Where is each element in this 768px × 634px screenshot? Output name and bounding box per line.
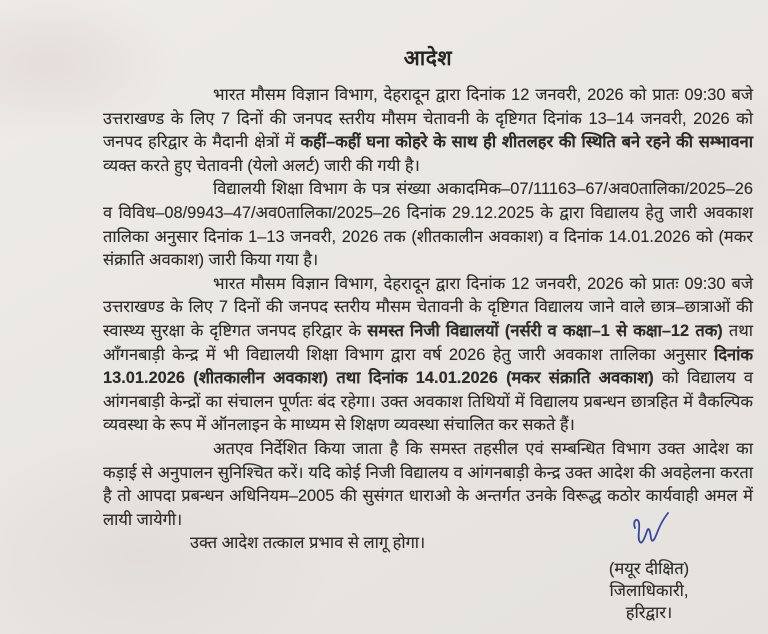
closing-line: उक्त आदेश तत्काल प्रभाव से लागू होगा। [190, 534, 426, 553]
paragraph-school-closure: भारत मौसम विज्ञान विभाग, देहरादून द्वारा दिनांक 12 जनवरी, 2026 को प्रातः 09:30 बजे उत्तराखण्ड के लिए 7 दिनों की जनपद स्तरीय मौसम चेतावनी के दृष्टिगत विद्यालय जाने वाले छात्र–छात्राओं की स्वास्थ्य सुरक्षा के दृष्टिगत जनपद हरिद्वार के समस्त निजी विद्यालयों (नर्सरी व कक्षा–1 से कक्षा–12 तक) तथा ऑंगनबाड़ी केन्द्र में भी विद्यालयी शिक्षा विभाग द्वारा वर्ष 2026 हेतु जारी अवकाश तालिका अनुसार दिनांक 13.01.2026 (शीतकालीन अवकाश) तथा दिनांक 14.01.2026 (मकर संक्राति अवकाश) को विद्यालय व आंगनबाड़ी केन्द्रों का संचालन पूर्णतः बंद रहेगा। उक्त अवकाश तिथियों में विद्यालय प्रबन्धन छात्रहित में वैकल्पिक व्यवस्था के रूप में ऑनलाइन के माध्यम से शिक्षण व्यवस्था संचालित कर सकते हैं। [103, 274, 753, 435]
paragraph-weather-warning: भारत मौसम विज्ञान विभाग, देहरादून द्वारा दिनांक 12 जनवरी, 2026 को प्रातः 09:30 बजे उत्तराखण्ड के लिए 7 दिनों की जनपद स्तरीय मौसम चेतावनी के दृष्टिगत दिनांक 13–14 जनवरी, 2026 को जनपद हरिद्वार के मैदानी क्षेत्रों में कहीं–कहीं घना कोहरे के साथ ही शीतलहर की स्थिति बने रहने की सम्भावना व्यक्त करते हुए चेतावनी (येलो अलर्ट) जारी की गयी है। [103, 86, 753, 175]
document-title: आदेश [403, 47, 453, 70]
signatory-name: (मयूर दीक्षित) [608, 560, 690, 578]
signatory-designation: जिलाधिकारी, [609, 582, 689, 600]
paragraph-compliance-directive: अतएव निर्देशित किया जाता है कि समस्त तहसील एवं सम्बन्धित विभाग उक्त आदेश का कड़ाई से अनुपालन सुनिश्चित करें। यदि कोई निजी विद्यालय व आंगनबाड़ी केन्द्र उक्त आदेश की अवहेलना करता है तो आपदा प्रबन्धन अधिनियम–2005 की सुसंगत धाराओ के अन्तर्गत उनके विरूद्ध कठोर कार्यवाही अमल में लायी जायेगी। [103, 439, 753, 529]
document-body [103, 84, 753, 556]
signature-scribble [576, 510, 722, 556]
signatory-place: हरिद्वार। [625, 604, 673, 622]
paragraph-holiday-schedule: विद्यालयी शिक्षा विभाग के पत्र संख्या अकादमिक–07/11163–67/अव0तालिका/2025–26 व विविध–08/9943–47/अव0तालिका/2025–26 दिनांक 29.12.2025 के द्वारा विद्यालय हेतु जारी अवकाश तालिका अनुसार दिनांक 1–13 जनवरी, 2026 तक (शीतकालीन अवकाश) व दिनांक 14.01.2026 को (मकर संक्राति अवकाश) जारी किया गया है। [103, 180, 753, 270]
signature-block [576, 510, 722, 624]
